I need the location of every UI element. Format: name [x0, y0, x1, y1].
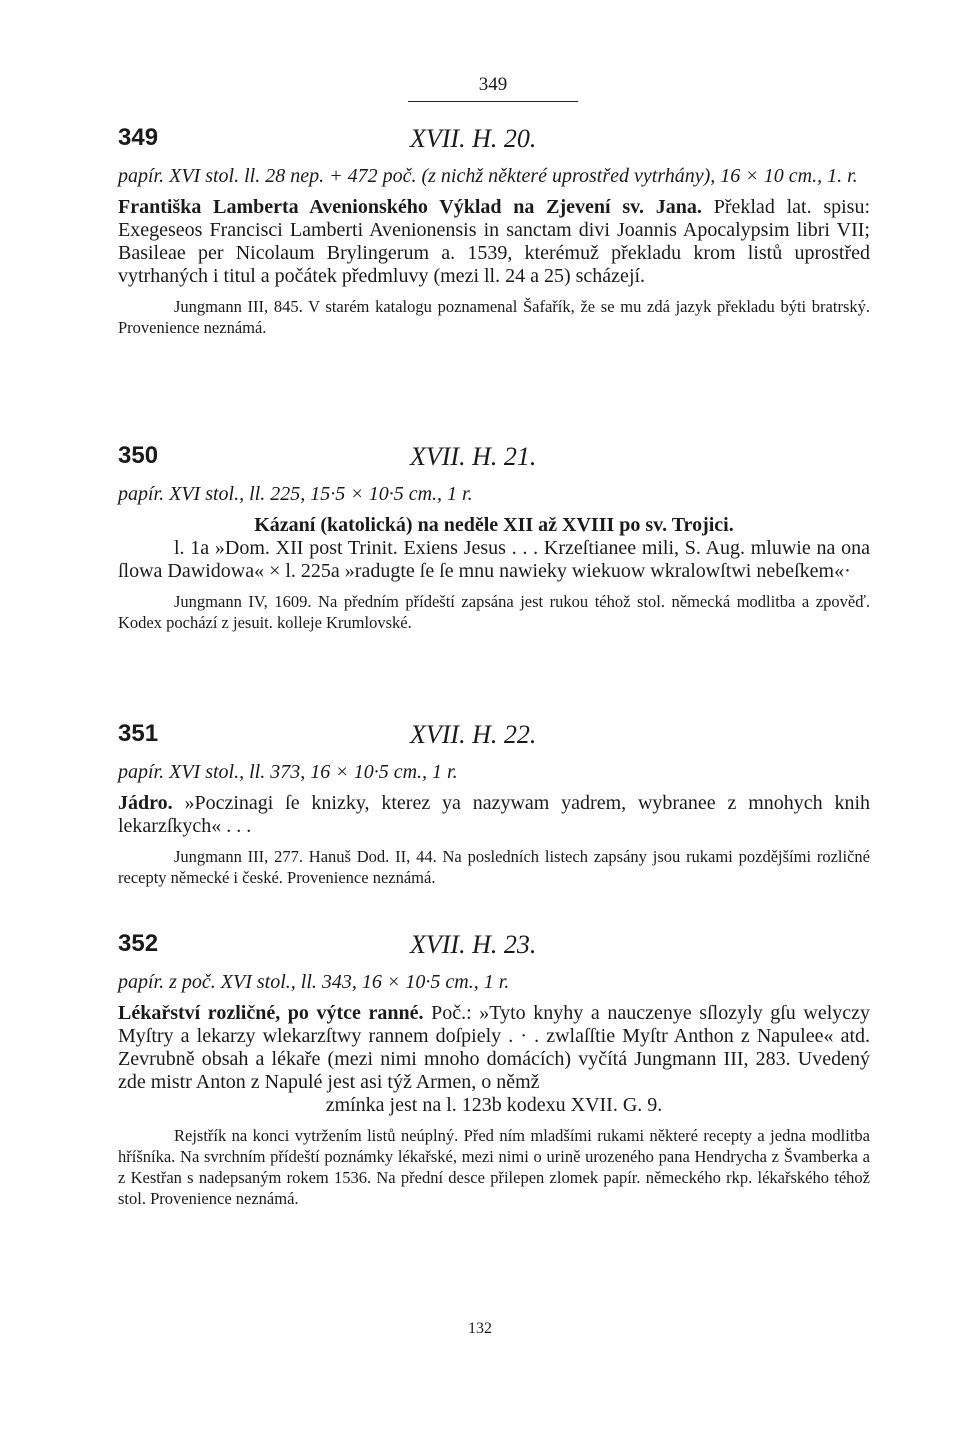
catalog-entry-352 — [118, 930, 870, 1209]
catalog-entry-349 — [118, 124, 870, 338]
catalog-entry-351 — [118, 720, 870, 888]
entry-signature: XVII. H. 21. — [410, 442, 537, 471]
footer-page-number: 132 — [468, 1320, 492, 1337]
header-rule — [408, 101, 578, 102]
catalog-entry-350 — [118, 442, 870, 633]
entry-body — [118, 1002, 870, 1117]
entry-title: Františka Lamberta Avenionského Výklad na Zjevení sv. Jana. — [118, 196, 702, 218]
entry-header — [118, 720, 870, 756]
entry-signature: XVII. H. 23. — [410, 930, 537, 959]
entry-note: Jungmann III, 277. Hanuš Dod. II, 44. Na posledních listech zapsány jsou rukami pozdějšími rozličné recepty německé i české. Provenience neznámá. — [118, 847, 870, 887]
entry-text: »Poczinagi ſe knizky, kterez ya nazywam yadrem, wybranee z mnohych knih lekarzſkych« . . . — [118, 792, 870, 837]
entry-physical-description: papír. XVI stol., ll. 373, 16 × 10·5 cm., 1 r. — [118, 761, 458, 783]
running-page-number: 349 — [478, 74, 508, 95]
entry-body — [118, 196, 870, 288]
entry-text: Překlad lat. spisu: Exegeseos Francisci Lamberti Avenionensis in sanctam divi Joannis Apocalypsim libri VII; Basileae per Nicolaum Brylingerum a. 1539, kterémuž překladu krom listů uprostřed vytrhaných i titul a počátek předmluvy (mezi ll. 24 a 25) scházejí. — [118, 196, 871, 287]
entry-number: 352 — [118, 930, 159, 957]
entry-note: Jungmann III, 845. V starém katalogu poznamenal Šafařík, že se mu zdá jazyk překladu býti bratrský. Provenience neznámá. — [118, 297, 870, 337]
entry-text: Poč.: »Tyto knyhy a nauczenye sſlozyly gſu welyczy Myſtry a lekarzy wlekarzſtwy rannem doſpiely . · . zwlaſſtie Myſtr Anthon z Napulee« atd. Zevrubně obsah a lékaře (mezi nimi mnoho domácích) vyčítá Jungmann III, 283. Uvedený zde mistr Anton z Napulé jest asi týž Armen, o němž — [118, 1002, 871, 1093]
entry-body — [118, 514, 870, 583]
entry-physical-description: papír. XVI stol. ll. 28 nep. + 472 poč. (z nichž některé uprostřed vytrhány), 16 × 10 cm., 1. r. — [118, 165, 858, 187]
entry-number: 350 — [118, 442, 159, 469]
entry-body — [118, 792, 870, 838]
entry-text-last-line: zmínka jest na l. 123b kodexu XVII. G. 9. — [325, 1094, 663, 1116]
entry-note: Jungmann IV, 1609. Na předním přídeští zapsána jest rukou téhož stol. německá modlitba a zpověď. Kodex pochází z jesuit. kolleje Krumlovské. — [118, 592, 870, 632]
entry-title: Jádro. — [118, 792, 173, 814]
entry-header — [118, 124, 870, 160]
entry-text: l. 1a »Dom. XII post Trinit. Exiens Jesus . . . Krzeſtianee mili, S. Aug. mluwie na ona ſlowa Dawidowa« × l. 225a »radugte ſe ſe mnu nawieky wiekuow wkralowſtwi nebeſkem«· — [118, 537, 870, 582]
entry-header — [118, 442, 870, 478]
entry-title: Kázaní (katolická) na neděle XII až XVIII po sv. Trojici. — [254, 514, 734, 536]
entry-number: 351 — [118, 720, 159, 747]
entry-note: Rejstřík na konci vytržením listů neúplný. Před ním mladšími rukami některé recepty a jedna modlitba hříšníka. Na svrchním přídeští poznámky lékařské, mezi nimi o urině urozeného pana Hendrycha z Švamberka a z Kestřan s nadepsaným rokem 1536. Na přední desce přilepen zlomek papír. německého rkp. lékařského téhož stol. Provenience neznámá. — [118, 1126, 870, 1208]
entry-physical-description: papír. XVI stol., ll. 225, 15·5 × 10·5 cm., 1 r. — [118, 483, 473, 505]
entry-number: 349 — [118, 124, 159, 151]
entry-header — [118, 930, 870, 966]
entry-signature: XVII. H. 20. — [410, 124, 537, 153]
entry-title: Lékařství rozličné, po výtce ranné. — [118, 1002, 424, 1024]
entry-physical-description: papír. z poč. XVI stol., ll. 343, 16 × 10·5 cm., 1 r. — [118, 971, 510, 993]
entry-signature: XVII. H. 22. — [410, 720, 537, 749]
